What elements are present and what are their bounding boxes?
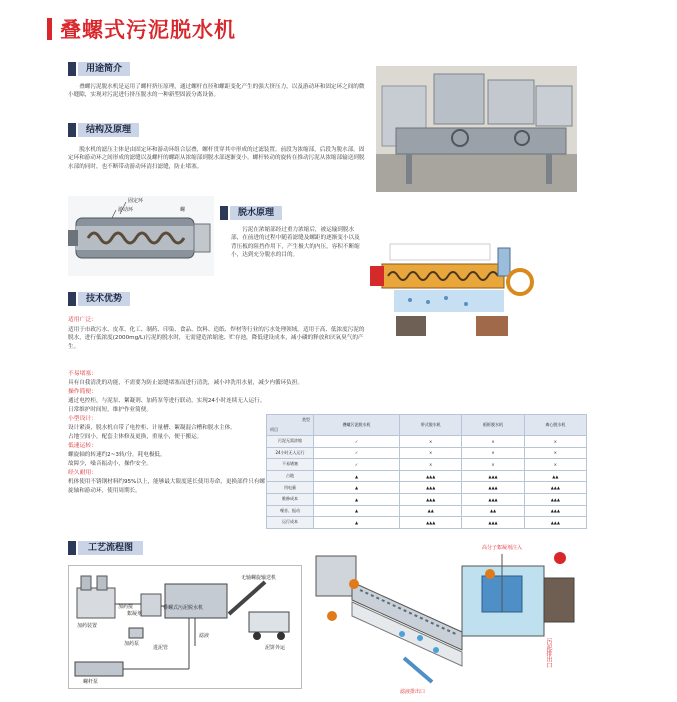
table-cell: ▲▲▲ xyxy=(524,505,586,517)
table-cell: ▲▲ xyxy=(400,505,462,517)
adv-item-line: 占地空间小，配套主体修及更换，重量小，便于搬运。 xyxy=(68,434,203,440)
table-cell: ▲ xyxy=(314,482,400,494)
table-cell: ▲▲▲ xyxy=(462,493,524,505)
section-header-label: 脱水原理 xyxy=(230,206,282,220)
table-cell: ▲▲▲ xyxy=(400,517,462,529)
principle-text: 污泥在浓缩部经过重力浓缩后，被运输到脱水部，在前进的过程中随着滤缝及螺距的逐渐变小以及背压板的阻挡作用下，产生极大的内压，容积不断缩小，达到充分脱水的目的。 xyxy=(231,227,360,259)
page-title: 叠螺式污泥脱水机 xyxy=(60,18,236,42)
section-header-label: 技术优势 xyxy=(78,292,130,306)
adv-item-head: 低速运转： xyxy=(68,443,97,449)
adv-item-line: 日常维护时间短，维护作业简便。 xyxy=(68,407,152,413)
row-label: 维修成本 xyxy=(267,493,314,505)
table-cell: ▲▲▲ xyxy=(524,493,586,505)
table-cell: ▲▲▲ xyxy=(462,482,524,494)
adv-item-line: 螺旋轴的转速约2~3转/分，耗电极低。 xyxy=(68,452,166,458)
adv-item-head: 操作简便： xyxy=(68,389,97,395)
table-cell: × xyxy=(462,447,524,459)
adv-item-line: 具有自我清洗的功能，不需要为防止滤缝堵塞而进行清洗，减小冲洗用水量，减少内循环负担。 xyxy=(68,380,303,386)
table-cell: ▲▲▲ xyxy=(400,493,462,505)
comparison-table xyxy=(266,414,587,529)
adv-item-line: 机体使用不锈钢材料约95%以上，能够最大限度延长使用寿命，更换部件只有螺旋轴和游动环，使用周期长。 xyxy=(68,479,266,494)
flow-label-flocculant: 絮凝剂 xyxy=(127,611,143,617)
row-label: 噪音、振动 xyxy=(267,505,314,517)
flow-label-machine: 叠螺式污泥脱水机 xyxy=(163,605,204,611)
column-header: 板框脱水机 xyxy=(462,415,524,436)
section-header-label: 工艺流程图 xyxy=(78,541,143,555)
table-cell: ▲▲▲ xyxy=(400,470,462,482)
table-cell: ▲▲▲ xyxy=(524,517,586,529)
flow-label-filtrate: 滤液 xyxy=(199,633,210,639)
table-cell: ✓ xyxy=(314,459,400,471)
table-cell: ▲ xyxy=(314,517,400,529)
structure-diagram xyxy=(68,196,214,276)
table-row xyxy=(267,517,587,529)
table-cell: × xyxy=(400,447,462,459)
row-label: 占地 xyxy=(267,470,314,482)
corner-bottom-label: 项目 xyxy=(270,427,278,432)
usage-text: 叠螺污泥脱水机是运用了螺杆挤压原理，通过螺杆直径和螺距变化产生的强大挤压力，以及游动环和固定环之间的微小缝隙，实现对污泥进行挤压脱水的一种新型固液分离设备。 xyxy=(68,84,365,99)
section-header-label: 用途简介 xyxy=(78,62,130,76)
flow-label-sludge-outlet: 污泥排出口 xyxy=(545,638,552,668)
table-cell: ▲▲ xyxy=(462,505,524,517)
table-cell: × xyxy=(400,459,462,471)
table-header-row xyxy=(267,415,587,436)
row-label: 不易堵塞 xyxy=(267,459,314,471)
table-cell: ▲▲▲ xyxy=(462,517,524,529)
table-cell: × xyxy=(462,436,524,448)
table-cell: ▲▲▲ xyxy=(400,482,462,494)
flow-label-conveyor: 无轴螺旋输送机 xyxy=(241,575,277,581)
title-accent-bar xyxy=(47,18,52,40)
table-cell: ▲▲▲ xyxy=(462,470,524,482)
corner-top-label: 类型 xyxy=(302,417,310,422)
table-cell: × xyxy=(524,436,586,448)
adv-item-line: 故障少，噪音振动小，操作安全。 xyxy=(68,461,152,467)
section-header-label: 结构及原理 xyxy=(78,123,139,137)
dewatering-diagram xyxy=(370,236,542,340)
table-row xyxy=(267,482,587,494)
machine-photo xyxy=(376,66,577,192)
row-label: 24小时无人运行 xyxy=(267,447,314,459)
fixed-ring-label: 固定环 xyxy=(128,198,144,204)
adv-item-head: 不易堵塞： xyxy=(68,371,97,377)
flow-label-dosing-device: 加药装置 xyxy=(77,623,98,629)
table-corner xyxy=(267,415,314,436)
structure-text: 脱水机的滤压主体是由固定环和游动环组合层叠，螺杆贯穿其中形成的过滤装置。前段为浓缩部，后段为脱水部。固定环和游动环之间形成的滤缝以及螺杆的螺距从浓缩部到脱水部逐渐变小。螺杆转动的旋转在推动污泥从浓缩部输送到脱水部的同时，也不断带动游动环清扫滤缝，防止堵塞。 xyxy=(68,147,365,170)
table-cell: × xyxy=(524,459,586,471)
table-row xyxy=(267,447,587,459)
flow-label-filtrate-out: 滤液排出口 xyxy=(400,689,426,695)
flow-label-screw-pump: 螺杆泵 xyxy=(83,679,99,685)
moving-ring-label: 游动环 xyxy=(118,207,134,213)
table-cell: ✓ xyxy=(314,436,400,448)
column-header: 叠螺污泥脱水机 xyxy=(314,415,400,436)
flow-label-dosing-mixer: 加药搅 xyxy=(118,604,134,610)
adv-item-line: 设计紧凑，脱水机自带了电控柜、计量槽、絮凝混合槽和脱水主体。 xyxy=(68,425,236,431)
table-cell: ▲▲▲ xyxy=(524,482,586,494)
row-label: 污泥无需浓缩 xyxy=(267,436,314,448)
table-row xyxy=(267,493,587,505)
process-flow-diagram xyxy=(68,565,302,689)
table-row xyxy=(267,505,587,517)
row-label: 运行成本 xyxy=(267,517,314,529)
adv-item-line: 通过电控柜，与泥泵、絮凝剂、加药泵等进行联动，实现24小时连续无人运行。 xyxy=(68,398,266,404)
table-row xyxy=(267,459,587,471)
table-cell: ▲▲ xyxy=(524,470,586,482)
column-header: 离心脱水机 xyxy=(524,415,586,436)
flow-label-feed-pump: 加药泵 xyxy=(124,641,140,647)
flow-label-inflow: 进泥管 xyxy=(153,645,169,651)
table-row xyxy=(267,436,587,448)
table-cell: ▲ xyxy=(314,470,400,482)
flow-label-sludge-out: 泥饼外运 xyxy=(265,645,286,651)
screw-label: 螺 xyxy=(180,207,186,213)
table-cell: ▲ xyxy=(314,505,400,517)
column-header: 带式脱水机 xyxy=(400,415,462,436)
table-row xyxy=(267,470,587,482)
adv-item-head: 小型设计： xyxy=(68,416,97,422)
adv-scope-text: 适用于市政污水、皮革、化工、制药、印染、食品、饮料、造纸、焊材等行业的污水处理领域。适用于高、低浓度污泥的脱水，进行低浓度(2000mg/L)污泥的脱水时，无需建造浓缩池、贮存池，降低建设成本，减小磷的释放和厌氧臭气的产生。 xyxy=(68,327,365,350)
flow-label-polymer: 高分子絮凝剂注入 xyxy=(482,545,523,551)
table-cell: ✓ xyxy=(314,447,400,459)
machine-cutaway-diagram xyxy=(312,542,588,698)
table-cell: × xyxy=(524,447,586,459)
row-label: 用电量 xyxy=(267,482,314,494)
adv-item-head: 经久耐用： xyxy=(68,470,97,476)
table-cell: × xyxy=(400,436,462,448)
adv-scope-head: 适用广泛： xyxy=(68,317,97,323)
table-cell: × xyxy=(462,459,524,471)
table-cell: ▲ xyxy=(314,493,400,505)
